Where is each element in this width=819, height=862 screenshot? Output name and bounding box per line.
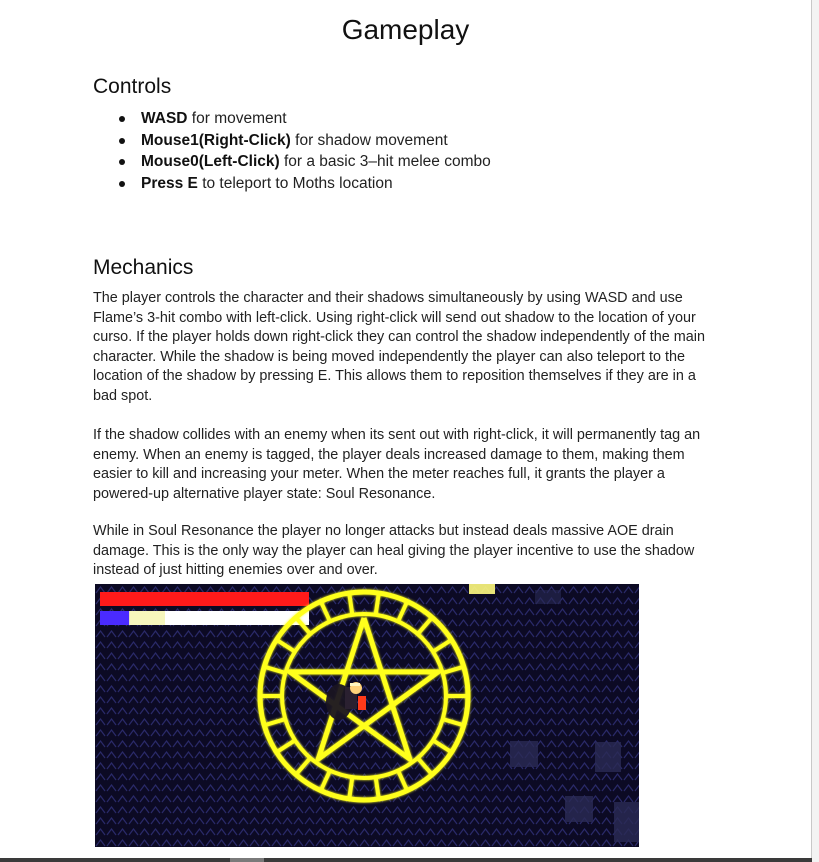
gameplay-screenshot	[95, 584, 639, 847]
controls-list	[118, 108, 491, 194]
control-description: to teleport to Moths location	[197, 174, 393, 192]
mechanics-paragraph: If the shadow collides with an enemy when its sent out with right-click, it will permanently tag an enemy. When an enemy is tagged, the player deals increased damage to them, making them easier to kill and increasing your meter. When the meter reaches full, it grants the player a powered-up alternative player state: Soul Resonance.	[93, 427, 701, 502]
light-source	[469, 584, 495, 594]
mechanics-heading: Mechanics	[93, 256, 194, 279]
control-key: Press E	[141, 174, 198, 192]
horizontal-scrollbar[interactable]	[0, 858, 812, 862]
controls-heading: Controls	[93, 75, 172, 98]
gameplay-scene	[95, 584, 639, 847]
control-key: Mouse1(Right-Click)	[141, 131, 291, 149]
control-key: Mouse0(Left-Click)	[141, 153, 280, 170]
bullet-icon	[119, 159, 125, 165]
stone-block	[565, 796, 593, 822]
list-item	[118, 130, 491, 152]
list-item	[118, 151, 491, 173]
list-item	[118, 108, 491, 130]
meter-bar-fill	[100, 611, 129, 625]
list-item	[118, 173, 491, 195]
page-title: Gameplay	[341, 14, 470, 45]
vertical-scrollbar[interactable]	[812, 0, 819, 862]
control-key: WASD	[141, 110, 188, 127]
stone-block	[595, 742, 621, 772]
health-bar-fill	[100, 592, 309, 606]
meter-shimmer	[129, 611, 165, 625]
stone-block	[535, 590, 561, 604]
bullet-icon	[119, 181, 125, 187]
bullet-icon	[119, 116, 125, 122]
control-description: for movement	[187, 110, 287, 127]
flame-effect	[358, 696, 366, 710]
stone-block	[510, 741, 538, 767]
scrollbar-thumb[interactable]	[230, 858, 264, 862]
mechanics-paragraph: The player controls the character and their shadows simultaneously by using WASD and use Flame’s 3-hit combo with left-click. Using right-click will send out shadow to the location of your curso. If the player holds down right-click they can control the shadow independently of the main character. While the shadow is being moved independently the player can also teleport to the location of the shadow by pressing E. This allows them to reposition themselves if they are in a bad spot.	[93, 290, 705, 404]
control-description: for shadow movement	[290, 131, 448, 149]
control-description: for a basic 3–hit melee combo	[279, 153, 491, 170]
player-hair	[350, 683, 360, 686]
mechanics-paragraph: While in Soul Resonance the player no longer attacks but instead deals massive AOE drain damage. This is the only way the player can heal giving the player incentive to use the shadow instead of just hitting enemies over and over.	[93, 523, 695, 578]
bullet-icon	[119, 138, 125, 144]
stone-block	[614, 802, 639, 842]
